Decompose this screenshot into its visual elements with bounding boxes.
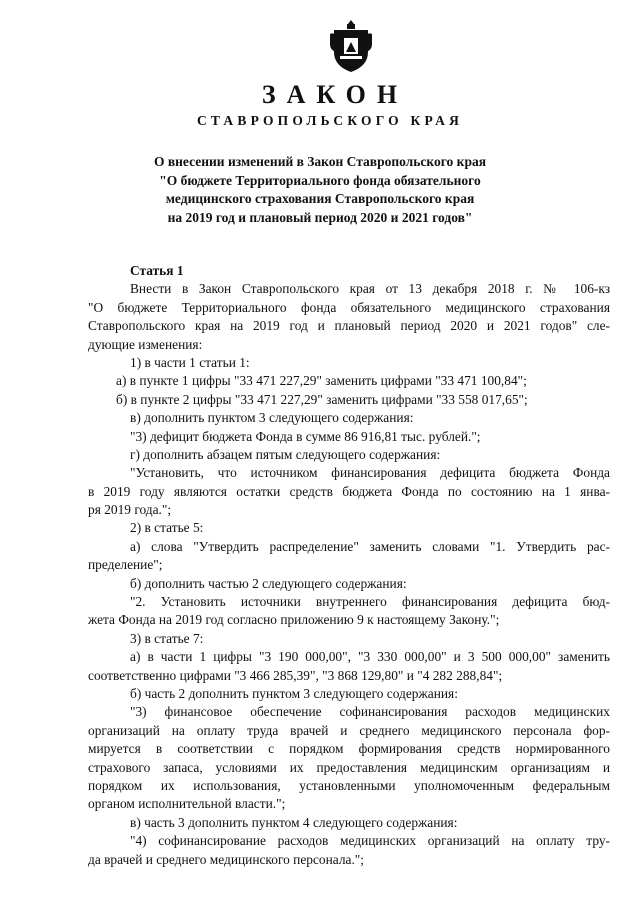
text-line: жета Фонда на 2019 год согласно приложению 9 к настоящему Закону.";	[88, 612, 500, 628]
text-line: в) дополнить пунктом 3 следующего содержания:	[130, 410, 414, 426]
text-line: "Установить, что источником финансирования дефицита бюджета Фонда	[130, 465, 610, 481]
text-line: а) в пункте 1 цифры "33 471 227,29" заменить цифрами "33 471 100,84";	[116, 373, 527, 389]
text-line: организаций на оплату труда врачей и среднего медицинского персонала фор-	[88, 722, 610, 738]
text-line: 2) в статье 5:	[130, 520, 204, 536]
text-line: 3) в статье 7:	[130, 630, 204, 646]
text-line: а) в части 1 цифры "3 190 000,00", "3 330 000,00" и 3 500 000,00" заменить	[130, 649, 610, 665]
law-subtitle: СТАВРОПОЛЬСКОГО КРАЯ	[196, 113, 464, 128]
text-line: "4) софинансирование расходов медицинских организаций на оплату тру-	[130, 833, 610, 849]
subject-line: О внесении изменений в Закон Ставропольского края	[153, 154, 486, 169]
text-line: "2. Установить источники внутреннего финансирования дефицита бюд-	[130, 594, 610, 610]
article-heading: Статья 1	[130, 263, 184, 278]
text-line: мируется в соответствии с порядком формирования средств нормированного	[88, 741, 610, 757]
text-line: "3) финансовое обеспечение софинансирования расходов медицинских	[130, 704, 610, 720]
text-line: ря 2019 года.";	[88, 502, 172, 518]
subject-line: "О бюджете Территориального фонда обязательного	[159, 172, 481, 188]
subject-line: на 2019 год и плановый период 2020 и 2021 годов"	[167, 209, 473, 225]
text-line: г) дополнить абзацем пятым следующего содержания:	[130, 446, 441, 462]
text-line: страхового запаса, условиями их предоставления медицинским организациям и	[88, 759, 610, 775]
text-line: порядком их использования, установленными уполномоченным федеральным	[88, 777, 610, 793]
coat-of-arms-icon	[328, 18, 374, 74]
text-line: в 2019 году являются остатки средств бюджета Фонда по состоянию на 1 янва-	[88, 483, 610, 499]
text-line: пределение";	[88, 557, 163, 573]
text-line: да врачей и среднего медицинского персонала.";	[88, 851, 364, 867]
law-subject	[0, 153, 640, 227]
text-line: б) часть 2 дополнить пунктом 3 следующего содержания:	[130, 685, 458, 701]
law-title: ЗАКОН	[261, 80, 409, 109]
text-line: органом исполнительной власти.";	[88, 796, 286, 812]
text-line: "3) дефицит бюджета Фонда в сумме 86 916,81 тыс. рублей.";	[130, 428, 481, 444]
text-line: а) слова "Утвердить распределение" заменить словами "1. Утвердить рас-	[130, 538, 610, 554]
text-line: б) в пункте 2 цифры "33 471 227,29" заменить цифрами "33 558 017,65";	[116, 391, 528, 407]
text-line: дующие изменения:	[88, 336, 203, 352]
subject-line: медицинского страхования Ставропольского края	[165, 191, 475, 207]
article-body	[88, 262, 610, 869]
text-line: соответственно цифрами "3 466 285,39", "3 868 129,80" и "4 282 288,84";	[88, 667, 503, 683]
text-line: б) дополнить частью 2 следующего содержания:	[130, 575, 407, 591]
text-line: Ставропольского края на 2019 год и плановый период 2020 и 2021 годов" сле-	[88, 318, 610, 334]
text-line: 1) в части 1 статьи 1:	[130, 354, 250, 370]
text-line: "О бюджете Территориального фонда обязательного медицинского страхования	[88, 299, 610, 315]
text-line: Внести в Закон Ставропольского края от 13 декабря 2018 г. № 106-кз	[130, 281, 610, 297]
text-line: в) часть 3 дополнить пунктом 4 следующего содержания:	[130, 814, 458, 830]
